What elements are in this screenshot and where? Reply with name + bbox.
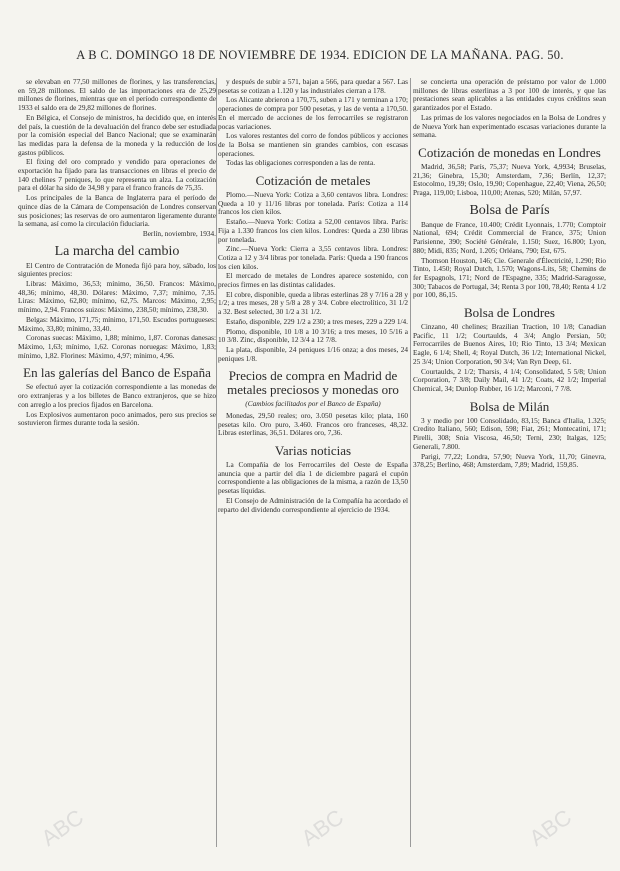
paragraph: Estaño.—Nueva York: Cotiza a 52,00 centavos libra. París: Fija a 1.330 francos los cien kilos. Londres: Queda a 230 libras por tonelada. xyxy=(218,217,408,244)
paragraph: Plomo.—Nueva York: Cotiza a 3,60 centavos libra. Londres: Queda a 10 y 11/16 libras por tonelada. París: Cotiza a 114 francos los cien kilos. xyxy=(218,190,408,217)
paragraph: Los Explosivos aumentaron poco animados, pero sus precios se sostuvieron firmes durante toda la sesión. xyxy=(18,409,216,428)
paragraph: La Compañía de los Ferrocarriles del Oeste de España anuncia que a partir del día 1 de diciembre pagará el cupón correspondiente a las obligaciones de la misma, a razón de 13,50 pesetas líquidas. xyxy=(218,460,408,496)
paragraph: Belgas: Máximo, 171,75; mínimo, 171,50. Escudos portugueses: Máximo, 33,80; mínimo, 33,40. xyxy=(18,314,216,333)
subheading: (Cambios facilitados por el Banco de España) xyxy=(245,399,381,409)
paragraph: Los valores restantes del corro de fondos públicos y acciones de la Bolsa se mantienen sin grandes cambios, con escasas operaciones. xyxy=(218,131,408,158)
paragraph: Los Alicante abrieron a 170,75, suben a 171 y terminan a 170; operaciones de compra por 500 pesetas, y las de venta a 170,50. En el mercado de acciones de los ferrocarriles se registraron pocas variaciones. xyxy=(218,95,408,131)
paragraph: Zinc.—Nueva York: Cierra a 3,55 centavos libra. Londres: Cotiza a 12 y 3/4 libras por tonelada. París: Queda a 190 francos los cien kilos. xyxy=(218,244,408,271)
heading-monedas-londres: Cotización de monedas en Londres xyxy=(418,144,601,160)
heading-varias-noticias: Varias noticias xyxy=(274,443,352,458)
paragraph: Las primas de los valores negociados en la Bolsa de Londres y de Nueva York han experimentado escasas variaciones durante la semana. xyxy=(413,112,606,140)
paragraph: Courtaulds, 2 1/2; Tharsis, 4 1/4; Consolidated, 5 5/8; Union Corporation, 7 3/8; Daily Mail, 41 1/2; Coats, 42 1/2; Imperial Chemical, 34; Dunlop Rubber, 16 1/2; Marconi, 7 7/8. xyxy=(413,366,606,393)
column-3 xyxy=(413,78,606,851)
heading-bolsa-milan: Bolsa de Milán xyxy=(469,398,550,414)
paragraph: La plata, disponible, 24 peniques 1/16 onza; a dos meses, 24 peniques 1/8. xyxy=(218,344,408,363)
column-2 xyxy=(218,78,408,851)
paragraph: El cobre, disponible, queda a libras esterlinas 28 y 7/16 a 28 y 1/2; a tres meses, 28 y 5/8 a 28 y 3/4. Cobre electrolítico, 31 1/2 a 32. Best selected, 30 1/2 a 31 1/2. xyxy=(218,289,408,317)
heading-marcha-del-cambio: La marcha del cambio xyxy=(54,243,180,259)
heading-cotizacion-metales: Cotización de metales xyxy=(255,173,371,189)
paragraph: En Bélgica, el Consejo de ministros, ha decidido que, en interés del país, la cuestión de la devaluación del franco debe ser estudiada por la comisión especial del Banco Nacional; que se examinarán las medidas para la defensa de la moneda y la reducción de los gastos públicos. xyxy=(18,112,216,157)
paragraph: se elevaban en 77,50 millones de florines, y las transferencias, en 59,28 millones. El saldo de las importaciones era de 25,29 millones de florines, mientras que en el período correspondiente de 1933 el saldo era de 29,82 millones de florines. xyxy=(18,78,216,113)
paragraph: Libras: Máximo, 36,53; mínimo, 36,50. Francos: Máximo, 48,36; mínimo, 48,30. Dólares: Máximo, 7,37; mínimo, 7,35. Liras: Máximo, 62,80; mínimo, 62,75. Marcos: Máximo, 2,95; mínimo, 2,94. Francos suizos: Máximo, 238,50; mínimo, 238,30. xyxy=(18,279,216,315)
paragraph: Estaño, disponible, 229 1/2 a 230; a tres meses, 229 a 229 1/4. xyxy=(226,316,408,326)
paragraph: Madrid, 36,58; París, 75,37; Nueva York, 4,9934; Bruselas, 21,36; Ginebra, 15,30; Amsterdam, 7,36; Berlín, 12,37; Estocolmo, 19,39; Oslo, 19,90; Copenhague, 22,40; Viena, 26,50; Praga, 119,00; Lisboa, 110,00; Atenas, 520; Milán, 57,97. xyxy=(413,161,606,198)
watermark-logo: ABC xyxy=(296,804,349,851)
heading-bolsa-londres: Bolsa de Londres xyxy=(464,305,555,321)
paragraph: se concierta una operación de préstamo por valor de 1.000 millones de libras esterlinas a 3 por 100 de interés, y que las prestaciones sean aplicables a las entidades cuyos créditos sean garantizados por el Estado. xyxy=(413,78,606,113)
dateline: Berlín, noviembre, 1934. xyxy=(142,228,216,238)
heading-precios-compra: Precios de compra en Madrid de metales preciosos y monedas oro xyxy=(227,368,399,398)
paragraph: El Consejo de Administración de la Compañía ha acordado el reparto del dividendo correspondiente al ejercicio de 1934. xyxy=(218,495,408,514)
paragraph: Banque de France, 10.400; Crédit Lyonnais, 1.770; Comptoir National, 694; Crédit Commercial de France, 375; Union Parisienne, 390; Société Générale, 1.150; Suez, 16.800; Lyon, 880; Midi, 835; Nord, 1.205; Orléans, 790; Est, 675. xyxy=(413,219,606,255)
paragraph: Parigi, 77,22; Londra, 57,90; Nueva York, 11,70; Ginevra, 378,25; Berlino, 468; Amsterdam, 7,89; Madrid, 159,85. xyxy=(413,451,606,470)
paragraph: Monedas, 29,50 reales; oro, 3.050 pesetas kilo; plata, 160 pesetas kilo. Oro puro, 3.460. Francos oro franceses, 48,32. Libras esterlinas, 36,51. Dólares oro, 7,36. xyxy=(218,410,408,438)
paragraph: y después de subir a 571, bajan a 566, para quedar a 567. Las pesetas se cotizan a 1.120 y las industriales cierran a 178. xyxy=(218,78,408,95)
paragraph: Los principales de la Banca de Inglaterra para el período de quince días de la Cámara de Compensación de Londres conservan sus posiciones; las reservas de oro aumentaron ligeramente durante la semana, así como la circulación fiduciaria. xyxy=(18,193,216,229)
paragraph: Se efectuó ayer la cotización correspondiente a las monedas de oro extranjeras y a los billetes de Banco extranjeros, que se hizo con arreglo a los precios fijados en Barcelona. xyxy=(18,382,216,409)
heading-bolsa-paris: Bolsa de París xyxy=(469,202,550,218)
paragraph: Coronas suecas: Máximo, 1,88; mínimo, 1,87. Coronas danesas: Máximo, 1,63; mínimo, 1,62. Coronas noruegas: Máximo, 1,83; mínimo, 1,82. Florines: Máximo, 4,97; mínimo, 4,96. xyxy=(18,333,216,360)
paragraph: Thomson Houston, 146; Cie. Generale d'Électricité, 1.290; Rio Tinto, 1.450; Royal Dutch, 1.570; Wagons-Lits, 58; Chemins de fer Espagnols, 171; Nord de l'Espagne, 335; Madrid-Saragosse, 300; Tabacos de Portugal, 34; Renta 3 por 100, 78,40; Renta 4 1/2 por 100, 86,15. xyxy=(413,255,606,300)
paragraph: Todas las obligaciones corresponden a las de renta. xyxy=(226,158,376,168)
page-header: A B C. DOMINGO 18 DE NOVIEMBRE DE 1934. EDICION DE LA MAÑANA. PAG. 50. xyxy=(76,48,564,62)
column-rule-1 xyxy=(216,78,217,847)
heading-galerias-banco: En las galerías del Banco de España xyxy=(23,365,211,381)
paragraph: 3 y medio por 100 Consolidado, 83,15; Banca d'Italia, 1.325; Credito Italiano, 560; Edison, 598; Fiat, 261; Montecatini, 171; Pirelli, 308; Snia Viscosa, 46,50; Terni, 230; Italgas, 125; Generali, 7.800. xyxy=(413,415,606,451)
paragraph: Plomo, disponible, 10 1/8 a 10 3/16; a tres meses, 10 5/16 a 10 3/8. Zinc, disponible, 12 3/4 a 12 7/8. xyxy=(218,326,408,345)
paragraph: El Centro de Contratación de Moneda fijó para hoy, sábado, los siguientes precios: xyxy=(18,260,216,279)
paragraph: Cinzano, 40 chelines; Brazilian Traction, 10 1/8; Canadian Pacific, 11 1/2; Courtaulds, 4 3/4; Anglo Persian, 50; Ferrocarriles de Buenos Aires, 10; Rio Tinto, 13 3/4; Mexican Eagle, 6 1/4; Shell, 4; Royal Dutch, 36 1/2; International Nickel, 25 3/4; Union Corporation, 90 3/4; Van Ryn Deep, 61. xyxy=(413,322,606,366)
watermark-logo: ABC xyxy=(524,804,577,851)
watermark-logo: ABC xyxy=(36,804,89,851)
column-1 xyxy=(18,78,216,851)
column-rule-2 xyxy=(410,78,411,847)
paragraph: El mercado de metales de Londres aparece sostenido, con precios firmes en las distintas calidades. xyxy=(218,271,408,290)
paragraph: El fixing del oro comprado y vendido para operaciones de exportación ha fijado para las transacciones en libras el precio de 140 chelines 7 peniques, lo que representa un alza. La cotización para el dólar ha sido de 34,98 y para el franco francés de 75,35. xyxy=(18,157,216,193)
